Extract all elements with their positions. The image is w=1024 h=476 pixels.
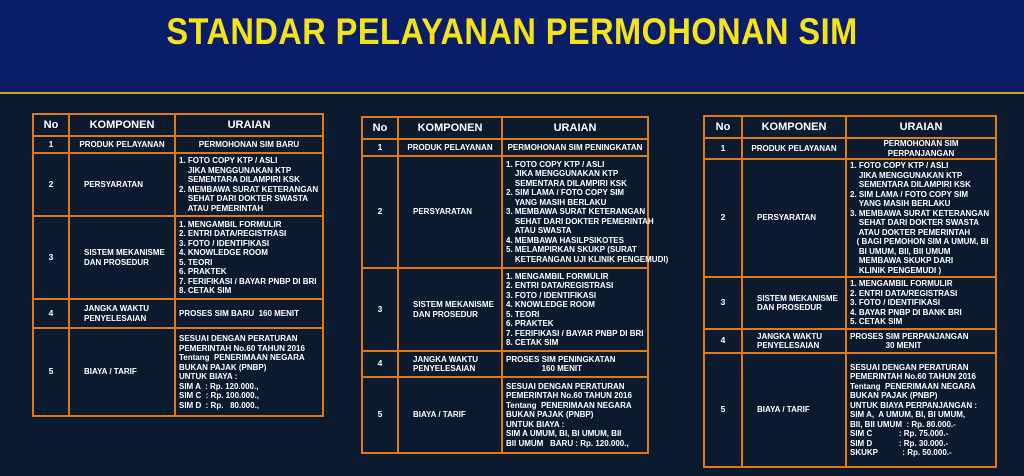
row-number: 1 xyxy=(362,139,398,156)
row-component: BIAYA / TARIF xyxy=(742,353,846,467)
panel-sim-peningkatan xyxy=(361,116,669,454)
row-component: PRODUK PELAYANAN xyxy=(398,139,502,156)
header-komponen: KOMPONEN xyxy=(742,116,846,138)
row-number: 1 xyxy=(33,136,69,153)
table-header-row xyxy=(33,114,323,136)
row-number: 4 xyxy=(704,329,742,353)
table-row xyxy=(33,328,323,416)
row-component: JANGKA WAKTU PENYELESAIAN xyxy=(69,299,175,328)
service-standard-table xyxy=(32,113,324,417)
row-description: 1. MENGAMBIL FORMULIR 2. ENTRI DATA/REGISTRASI 3. FOTO / IDENTIFIKASI 4. BAYAR PNBP DI BANK BRI 5. CETAK SIM xyxy=(846,277,996,329)
row-component: PERSYARATAN xyxy=(69,153,175,216)
row-component: SISTEM MEKANISME DAN PROSEDUR xyxy=(398,268,502,351)
row-description: PROSES SIM PERPANJANGAN 30 MENIT xyxy=(846,329,996,353)
row-number: 5 xyxy=(704,353,742,467)
header-uraian: URAIAN xyxy=(175,114,323,136)
row-component: PRODUK PELAYANAN xyxy=(69,136,175,153)
row-description: 1. FOTO COPY KTP / ASLI JIKA MENGGUNAKAN KTP SEMENTARA DILAMPIRI KSK 2. SIM LAMA / FOTO COPY SIM YANG MASIH BERLAKU 3. MEMBAWA SURAT KETERANGAN SEHAT DARI DOKTER SWASTA ATAU DOKTER PEMERINTAH ( BAGI PEMOHON SIM A UMUM, BI BI UMUM, BII, BII UMUM MEMBAWA SKUKP DARI KLINIK PENGEMUDI ) xyxy=(846,159,996,277)
header-no: No xyxy=(362,117,398,139)
row-description: 1. FOTO COPY KTP / ASLI JIKA MENGGUNAKAN KTP SEMENTARA DILAMPIRI KSK 2. SIM LAMA / FOTO COPY SIM YANG MASIH BERLAKU 3. MEMBAWA SURAT KETERANGAN SEHAT DARI DOKTER PEMERINTAH ATAU SWASTA 4. MEMBAWA HASILPSIKOTES 5. MELAMPIRKAN SKUKP (SURAT KETERANGAN UJI KLINIK PENGEMUDI) xyxy=(502,156,648,268)
panel-sim-baru xyxy=(32,113,324,417)
row-number: 5 xyxy=(33,328,69,416)
row-component: SISTEM MEKANISME DAN PROSEDUR xyxy=(69,216,175,299)
table-row xyxy=(704,138,996,159)
table-row xyxy=(33,136,323,153)
row-number: 4 xyxy=(362,351,398,377)
row-number: 5 xyxy=(362,377,398,453)
table-row xyxy=(704,329,996,353)
header-no: No xyxy=(33,114,69,136)
row-description: PERMOHONAN SIM PENINGKATAN xyxy=(502,139,648,156)
row-description: PERMOHONAN SIM PERPANJANGAN xyxy=(846,138,996,159)
row-component: PRODUK PELAYANAN xyxy=(742,138,846,159)
row-number: 2 xyxy=(704,159,742,277)
row-number: 3 xyxy=(704,277,742,329)
row-description: 1. MENGAMBIL FORMULIR 2. ENTRI DATA/REGISTRASI 3. FOTO / IDENTIFIKASI 4. KNOWLEDGE ROOM 5. TEORI 6. PRAKTEK 7. FERIFIKASI / BAYAR PNBP DI BRI 8. CETAK SIM xyxy=(502,268,648,351)
row-number: 2 xyxy=(33,153,69,216)
header-uraian: URAIAN xyxy=(502,117,648,139)
header-uraian: URAIAN xyxy=(846,116,996,138)
table-row xyxy=(33,153,323,216)
page-header xyxy=(0,0,1024,94)
table-row xyxy=(362,156,648,268)
row-number: 4 xyxy=(33,299,69,328)
row-description: SESUAI DENGAN PERATURAN PEMERINTAH No.60 TAHUN 2016 Tentang PENERIMAAN NEGARA BUKAN PAJAK (PNBP) UNTUK BIAYA : SIM A : Rp. 120.000., SIM C : Rp. 100.000., SIM D : Rp. 80.000., xyxy=(175,328,323,416)
table-row xyxy=(362,377,648,453)
table-row xyxy=(704,277,996,329)
table-header-row xyxy=(704,116,996,138)
service-standard-table xyxy=(703,115,997,468)
table-row xyxy=(362,268,648,351)
row-number: 2 xyxy=(362,156,398,268)
row-component: JANGKA WAKTU PENYELESAIAN xyxy=(398,351,502,377)
header-komponen: KOMPONEN xyxy=(398,117,502,139)
table-header-row xyxy=(362,117,648,139)
row-description: 1. FOTO COPY KTP / ASLI JIKA MENGGUNAKAN KTP SEMENTARA DILAMPIRI KSK 2. MEMBAWA SURAT KETERANGAN SEHAT DARI DOKTER SWASTA ATAU PEMERINTAH xyxy=(175,153,323,216)
table-row xyxy=(704,159,996,277)
row-description: PERMOHONAN SIM BARU xyxy=(175,136,323,153)
service-standard-table xyxy=(361,116,669,454)
row-component: PERSYARATAN xyxy=(742,159,846,277)
page-title: STANDAR PELAYANAN PERMOHONAN SIM xyxy=(166,11,858,52)
row-component: BIAYA / TARIF xyxy=(398,377,502,453)
header-no: No xyxy=(704,116,742,138)
row-description: SESUAI DENGAN PERATURAN PEMERINTAH No.60 TAHUN 2016 Tentang PENERIMAAN NEGARA BUKAN PAJAK (PNBP) UNTUK BIAYA : SIM A UMUM, BI, BI UMUM, BII BII UMUM BARU : Rp. 120.000., xyxy=(502,377,648,453)
row-description: PROSES SIM PENINGKATAN 160 MENIT xyxy=(502,351,648,377)
table-row xyxy=(33,299,323,328)
row-number: 3 xyxy=(33,216,69,299)
panel-sim-perpanjangan xyxy=(703,115,997,468)
table-row xyxy=(33,216,323,299)
table-row xyxy=(704,353,996,467)
row-description: SESUAI DENGAN PERATURAN PEMERINTAH No.60 TAHUN 2016 Tentang PENERIMAAN NEGARA BUKAN PAJAK (PNBP) UNTUK BIAYA PERPANJANGAN : SIM A, A UMUM, BI, BI UMUM, BII, BII UMUM : Rp. 80.000.- SIM C : Rp. 75.000.- SIM D : Rp. 30.000.- SKUKP : Rp. 50.000.- xyxy=(846,353,996,467)
table-row xyxy=(362,351,648,377)
row-component: JANGKA WAKTU PENYELESAIAN xyxy=(742,329,846,353)
row-component: BIAYA / TARIF xyxy=(69,328,175,416)
row-description: PROSES SIM BARU 160 MENIT xyxy=(175,299,323,328)
row-number: 1 xyxy=(704,138,742,159)
table-row xyxy=(362,139,648,156)
row-number: 3 xyxy=(362,268,398,351)
row-component: SISTEM MEKANISME DAN PROSEDUR xyxy=(742,277,846,329)
header-komponen: KOMPONEN xyxy=(69,114,175,136)
row-component: PERSYARATAN xyxy=(398,156,502,268)
row-description: 1. MENGAMBIL FORMULIR 2. ENTRI DATA/REGISTRASI 3. FOTO / IDENTIFIKASI 4. KNOWLEDGE ROOM 5. TEORI 6. PRAKTEK 7. FERIFIKASI / BAYAR PNBP DI BRI 8. CETAK SIM xyxy=(175,216,323,299)
